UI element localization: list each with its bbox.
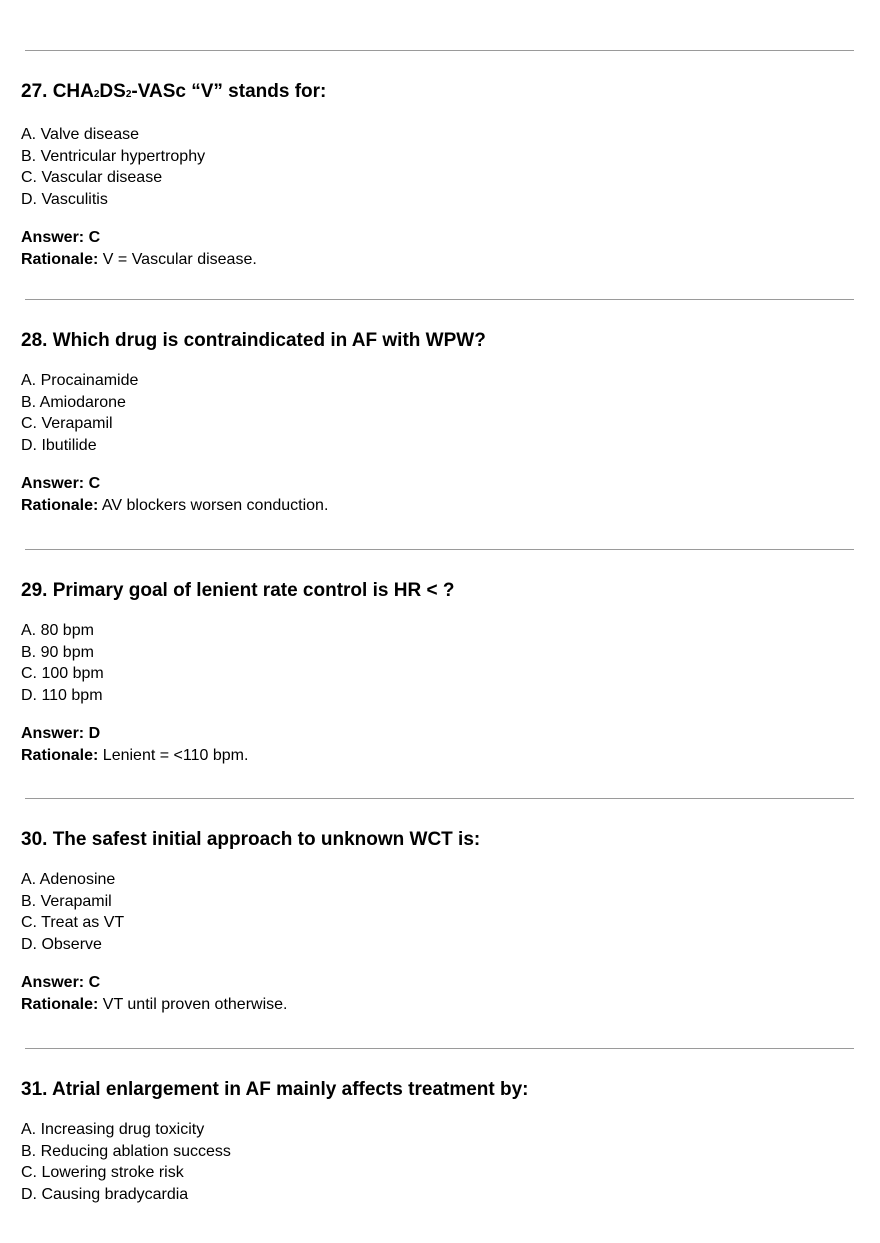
options-list <box>21 1119 861 1205</box>
rationale-label: Rationale: <box>21 250 99 268</box>
answer-line: Answer: C <box>21 475 101 492</box>
rationale-line <box>21 994 861 1016</box>
answer-line: Answer: D <box>21 725 101 742</box>
answer-line: Answer: C <box>21 229 101 246</box>
option-b: B. Ventricular hypertrophy <box>21 147 206 165</box>
question-30 <box>21 828 861 1015</box>
answer-line: Answer: C <box>21 974 101 991</box>
question-27 <box>21 80 861 270</box>
question-title: 27. CHA2DS2-VASc “V” stands for: <box>21 81 327 102</box>
option-b: B. Amiodarone <box>21 393 126 411</box>
option-a: A. 80 bpm <box>21 622 94 639</box>
rationale-label: Rationale: <box>21 746 99 764</box>
rationale-text: VT until proven otherwise. <box>98 995 288 1013</box>
options-list <box>21 620 861 706</box>
option-d: D. Ibutilide <box>21 436 97 454</box>
option-a: A. Increasing drug toxicity <box>21 1121 205 1138</box>
rationale-text: Lenient = <110 bpm. <box>98 746 249 764</box>
question-title: 29. Primary goal of lenient rate control is HR < ? <box>21 580 455 601</box>
section-divider <box>25 798 854 799</box>
option-b: B. 90 bpm <box>21 643 94 661</box>
option-b: B. Reducing ablation success <box>21 1142 231 1160</box>
section-divider <box>25 299 854 300</box>
rationale-label: Rationale: <box>21 496 99 514</box>
option-d: D. Observe <box>21 935 102 953</box>
option-c: C. Verapamil <box>21 415 113 432</box>
rationale-text: AV blockers worsen conduction. <box>98 496 329 514</box>
question-31 <box>21 1078 861 1205</box>
option-c: C. Treat as VT <box>21 914 125 931</box>
option-d: D. Vasculitis <box>21 190 108 208</box>
option-d: D. Causing bradycardia <box>21 1185 189 1203</box>
rationale-label: Rationale: <box>21 995 99 1013</box>
section-divider <box>25 50 854 51</box>
question-29 <box>21 579 861 766</box>
option-d: D. 110 bpm <box>21 686 103 704</box>
section-divider <box>25 1048 854 1049</box>
option-a: A. Procainamide <box>21 372 139 389</box>
question-title: 28. Which drug is contraindicated in AF with WPW? <box>21 330 486 351</box>
option-a: A. Valve disease <box>21 126 139 143</box>
option-a: A. Adenosine <box>21 871 116 888</box>
question-title: 31. Atrial enlargement in AF mainly affects treatment by: <box>21 1079 529 1100</box>
question-28 <box>21 329 861 516</box>
rationale-line <box>21 249 861 271</box>
rationale-line <box>21 495 861 517</box>
section-divider <box>25 549 854 550</box>
rationale-text: V = Vascular disease. <box>98 250 257 268</box>
question-title: 30. The safest initial approach to unknown WCT is: <box>21 829 481 850</box>
option-c: C. Lowering stroke risk <box>21 1164 184 1181</box>
option-b: B. Verapamil <box>21 892 112 910</box>
rationale-line <box>21 745 861 767</box>
option-c: C. Vascular disease <box>21 169 163 186</box>
option-c: C. 100 bpm <box>21 665 104 682</box>
options-list <box>21 370 861 456</box>
options-list <box>21 124 861 210</box>
options-list <box>21 869 861 955</box>
